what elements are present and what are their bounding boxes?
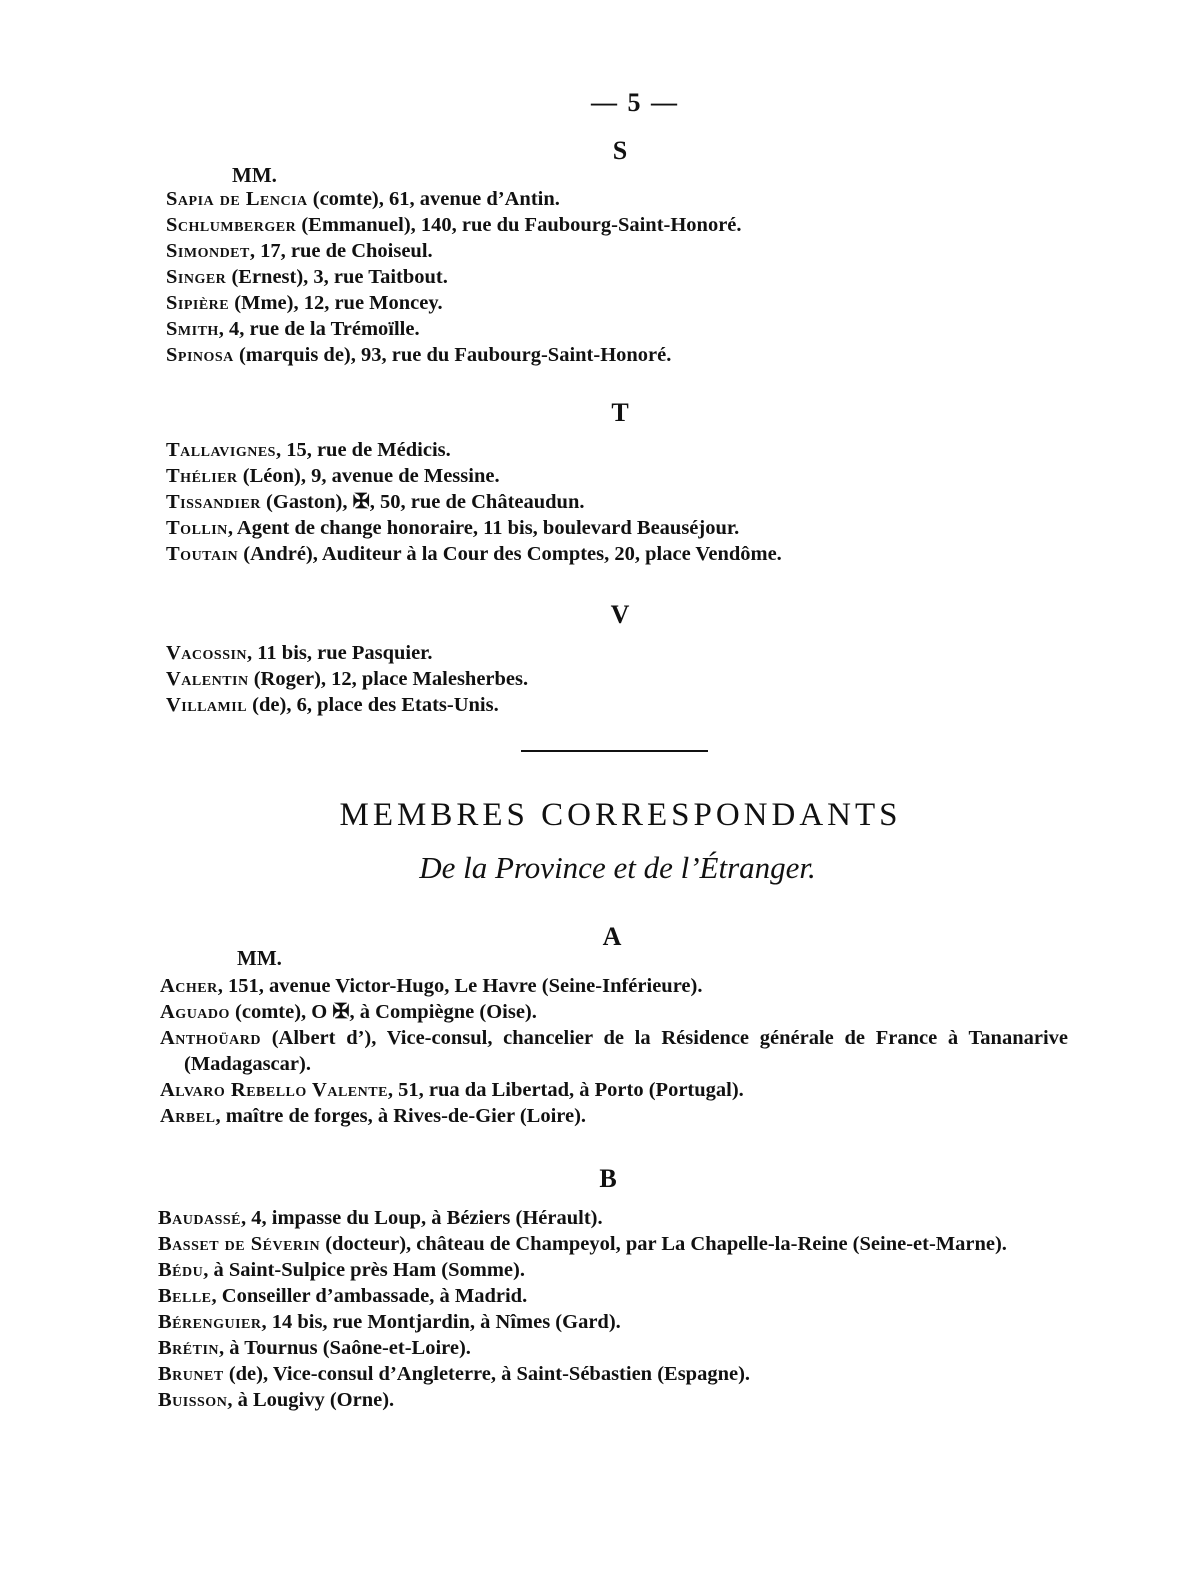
entry-list-v xyxy=(166,640,528,718)
list-item xyxy=(166,290,742,316)
section-letter-s: S xyxy=(612,136,628,165)
member-name: Vacossin xyxy=(166,642,248,664)
list-item xyxy=(166,437,782,463)
list-item xyxy=(158,1205,1068,1231)
member-details: , 51, rua da Libertad, à Porto (Portugal). xyxy=(387,1079,744,1101)
member-name: Aguado xyxy=(160,1001,230,1023)
member-name: Sipière xyxy=(166,292,230,314)
member-name: Basset de Séverin xyxy=(158,1233,321,1255)
list-item xyxy=(166,692,528,718)
mm-prefix: MM. xyxy=(237,946,282,970)
list-item xyxy=(166,541,782,567)
list-item xyxy=(166,515,782,541)
member-name: Spinosa xyxy=(166,344,234,366)
member-name: Schlumberger xyxy=(166,214,297,236)
member-details: , à Saint-Sulpice près Ham (Somme). xyxy=(203,1259,525,1281)
member-name: Villamil xyxy=(166,694,248,716)
list-item xyxy=(158,1283,1068,1309)
member-details: (Ernest), 3, rue Taitbout. xyxy=(226,266,448,288)
member-details: , 11 bis, rue Pasquier. xyxy=(247,642,433,664)
member-name: Tallavignes xyxy=(166,439,276,461)
entry-list-a xyxy=(160,973,1068,1129)
member-details: , 14 bis, rue Montjardin, à Nîmes (Gard). xyxy=(261,1311,621,1333)
member-details: (Léon), 9, avenue de Messine. xyxy=(237,465,500,487)
list-item xyxy=(160,999,1068,1025)
entry-list-b xyxy=(158,1205,1068,1413)
member-details: , 17, rue de Choiseul. xyxy=(249,240,433,262)
member-name: Smith xyxy=(166,318,219,340)
member-name: Brunet xyxy=(158,1363,224,1385)
member-details: , 151, avenue Victor-Hugo, Le Havre (Seine-Inférieure). xyxy=(217,975,703,997)
member-name: Brétin xyxy=(158,1337,220,1359)
member-name: Buisson xyxy=(158,1389,228,1411)
member-details: (comte), O ✠, à Compiègne (Oise). xyxy=(229,1001,537,1023)
member-details: , à Lougivy (Orne). xyxy=(227,1389,395,1411)
entry-list-t xyxy=(166,437,782,567)
section-divider xyxy=(521,750,708,752)
member-name: Acher xyxy=(160,975,218,997)
member-name: Belle xyxy=(158,1285,212,1307)
list-item xyxy=(166,666,528,692)
member-details: (Albert d’), Vice-consul, chancelier de la Résidence générale de France à Tananarive (Madagascar). xyxy=(184,1027,1068,1075)
member-details: , 4, rue de la Trémoïlle. xyxy=(218,318,420,340)
section-letter-b: B xyxy=(599,1164,617,1193)
member-details: , Conseiller d’ambassade, à Madrid. xyxy=(211,1285,528,1307)
member-name: Valentin xyxy=(166,668,249,690)
list-item xyxy=(160,1025,1068,1077)
mm-prefix: MM. xyxy=(232,163,277,187)
entry-list-s xyxy=(166,186,742,368)
member-details: (docteur), château de Champeyol, par La Chapelle-la-Reine (Seine-et-Marne). xyxy=(320,1233,1007,1255)
member-name: Tissandier xyxy=(166,491,261,513)
list-item xyxy=(160,973,1068,999)
member-details: (de), 6, place des Etats-Unis. xyxy=(247,694,499,716)
page-title: MEMBRES CORRESPONDANTS xyxy=(339,797,902,833)
member-name: Toutain xyxy=(166,543,239,565)
section-letter-v: V xyxy=(610,600,630,629)
member-name: Thélier xyxy=(166,465,238,487)
member-details: , Agent de change honoraire, 11 bis, boulevard Beauséjour. xyxy=(227,517,740,539)
page-number: — 5 — xyxy=(591,88,679,117)
list-item xyxy=(158,1257,1068,1283)
member-details: (Mme), 12, rue Moncey. xyxy=(229,292,443,314)
member-name: Baudassé xyxy=(158,1207,242,1229)
list-item xyxy=(166,186,742,212)
list-item xyxy=(166,489,782,515)
list-item xyxy=(158,1387,1068,1413)
member-details: , 15, rue de Médicis. xyxy=(275,439,451,461)
member-details: (comte), 61, avenue d’Antin. xyxy=(307,188,560,210)
list-item xyxy=(158,1309,1068,1335)
member-name: Bérenguier xyxy=(158,1311,262,1333)
list-item xyxy=(166,463,782,489)
member-details: (Gaston), ✠, 50, rue de Châteaudun. xyxy=(260,491,585,513)
list-item xyxy=(166,238,742,264)
list-item xyxy=(158,1361,1068,1387)
list-item xyxy=(166,342,742,368)
section-letter-a: A xyxy=(602,922,622,951)
member-name: Anthoüard xyxy=(160,1027,261,1049)
list-item xyxy=(166,316,742,342)
member-details: (André), Auditeur à la Cour des Comptes, 20, place Vendôme. xyxy=(238,543,782,565)
list-item xyxy=(158,1335,1068,1361)
list-item xyxy=(160,1077,1068,1103)
member-name: Arbel xyxy=(160,1105,216,1127)
list-item xyxy=(166,212,742,238)
member-details: , maître de forges, à Rives-de-Gier (Loire). xyxy=(215,1105,587,1127)
member-name: Simondet xyxy=(166,240,250,262)
member-details: (de), Vice-consul d’Angleterre, à Saint-Sébastien (Espagne). xyxy=(223,1363,751,1385)
member-name: Alvaro Rebello Valente xyxy=(160,1079,388,1101)
list-item xyxy=(158,1231,1068,1257)
member-name: Bédu xyxy=(158,1259,204,1281)
member-details: (Emmanuel), 140, rue du Faubourg-Saint-Honoré. xyxy=(296,214,742,236)
list-item xyxy=(166,640,528,666)
page-subtitle: De la Province et de l’Étranger. xyxy=(419,850,816,885)
member-details: (marquis de), 93, rue du Faubourg-Saint-Honoré. xyxy=(233,344,672,366)
member-name: Singer xyxy=(166,266,227,288)
list-item xyxy=(166,264,742,290)
member-details: , 4, impasse du Loup, à Béziers (Hérault). xyxy=(241,1207,603,1229)
member-details: (Roger), 12, place Malesherbes. xyxy=(248,668,529,690)
list-item xyxy=(160,1103,1068,1129)
section-letter-t: T xyxy=(611,398,629,427)
member-details: , à Tournus (Saône-et-Loire). xyxy=(219,1337,471,1359)
member-name: Tollin xyxy=(166,517,228,539)
member-name: Sapia de Lencia xyxy=(166,188,308,210)
